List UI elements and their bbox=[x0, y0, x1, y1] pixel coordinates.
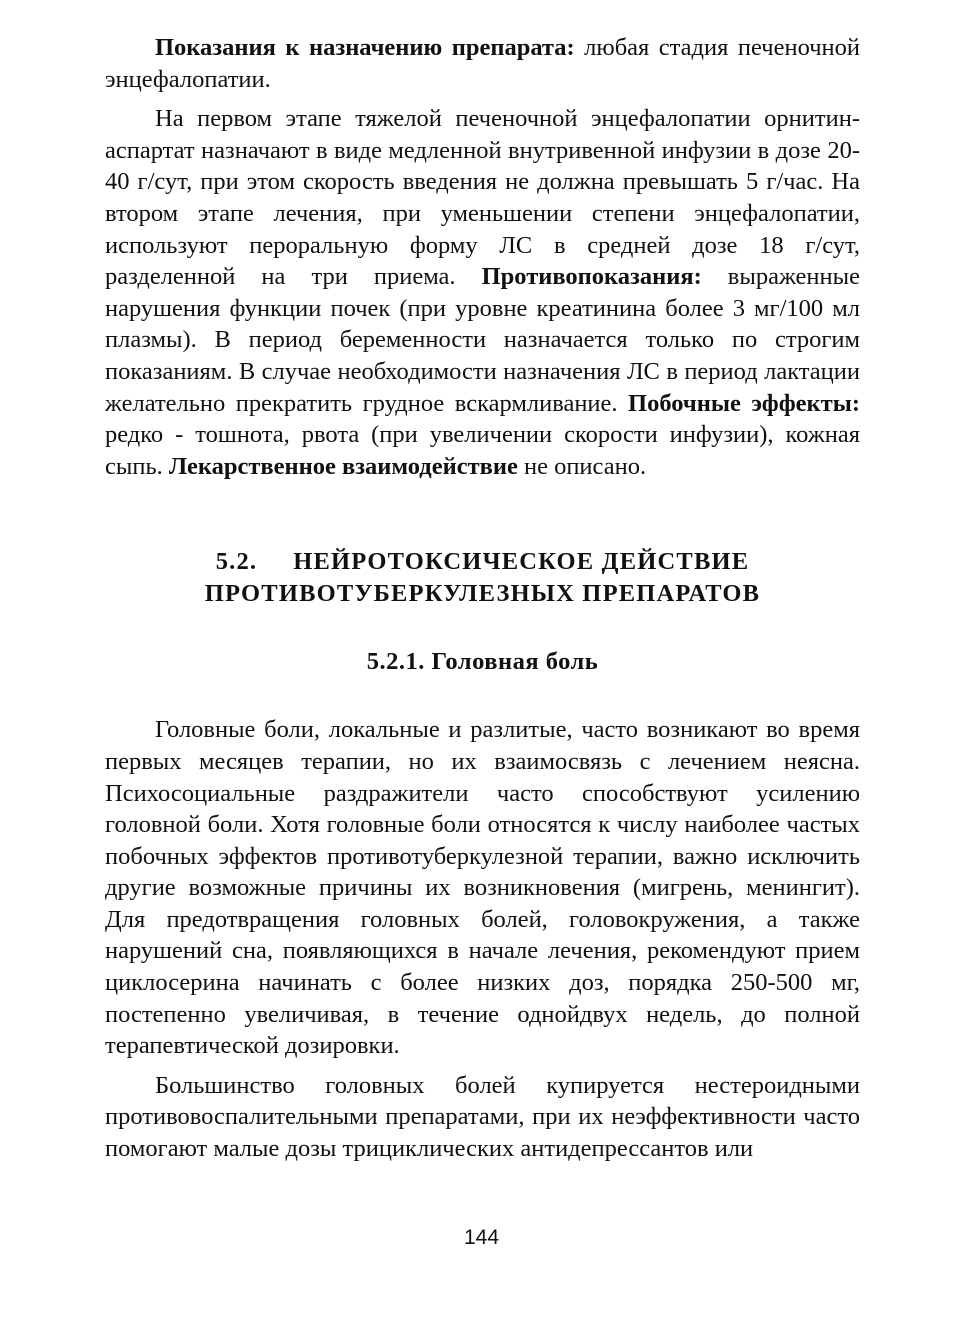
side-effects-text: редко - тошнота, рвота (при увеличении скорости инфузии), кожная сыпь. bbox=[105, 421, 860, 480]
side-effects-label: Побочные эффекты: bbox=[628, 389, 860, 417]
headache-paragraph: Головные боли, локальные и разлитые, часто возникают во время первых месяцев терапии, но их взаимосвязь с лечением неясна. Психосоциальные раздражители часто способствуют усилению головной боли. Хотя головные боли относятся к числу наиболее частых побочных эффектов противотуберкулезной терапии, важно исключить другие возможные причины их возникновения (мигрень, менингит). Для предотвращения головных болей, головокружения, а также нарушений сна, появляющихся в начале лечения, рекомендуют прием циклосерина начинать с более низких доз, порядка 250-500 мг, постепенно увеличивая, в течение однойдвух недель, до полной терапевтической дозировки. bbox=[105, 716, 860, 1060]
contraindications-label: Противопоказания: bbox=[481, 263, 702, 291]
indications-paragraph bbox=[105, 32, 860, 95]
indications-label: Показания к назначению препарата: bbox=[155, 34, 575, 61]
contraindications-text: выраженные нарушения функции почек (при уровне креатинина более 3 мг/100 мл плазмы). В период беременности назначается только по строгим показаниям. В случае необходимости назначения ЛС в период лактации желательно прекратить грудное вскармливание. bbox=[105, 263, 860, 417]
dosage-text: На первом этапе тяжелой печеночной энцефалопатии орнитин-аспартат назначают в виде медленной внутривенной инфузии в дозе 20-40 г/сут, при этом скорость введения не должна превышать 5 г/час. На втором этапе лечения, при уменьшении степени энцефалопатии, используют пероральную форму ЛС в средней дозе 18 г/сут, разделенной на три приема. bbox=[105, 105, 860, 291]
interaction-text: не описано. bbox=[517, 452, 647, 480]
treatment-paragraph: Большинство головных болей купируется нестероидными противовоспалительными препаратами, при их неэффективности часто помогают малые дозы трициклических антидепрессантов или bbox=[105, 1071, 860, 1163]
indications-text: любая стадия печеночной энцефалопатии. bbox=[105, 34, 860, 93]
section-heading bbox=[105, 546, 860, 610]
section-number: 5.2. bbox=[215, 548, 258, 576]
section-title-line2: ПРОТИВОТУБЕРКУЛЕЗНЫХ ПРЕПАРАТОВ bbox=[204, 580, 761, 608]
page-number: 144 bbox=[463, 1226, 500, 1249]
page-content bbox=[105, 32, 860, 1165]
dosage-paragraph bbox=[105, 103, 860, 482]
interaction-label: Лекарственное взаимодействие bbox=[168, 452, 518, 480]
subsection-heading: 5.2.1. Головная боль bbox=[366, 648, 599, 676]
section-title-line1: НЕЙРОТОКСИЧЕСКОЕ ДЕЙСТВИЕ bbox=[293, 548, 750, 576]
